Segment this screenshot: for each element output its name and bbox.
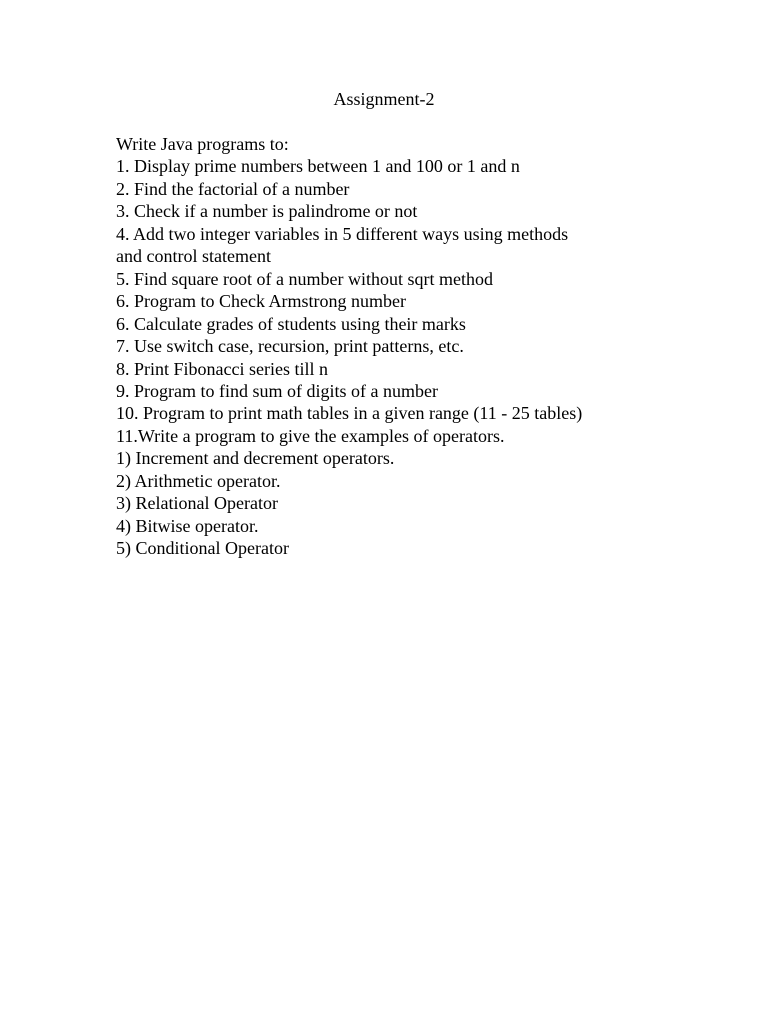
list-item: 8. Print Fibonacci series till n [116, 358, 328, 379]
document-title: Assignment-2 [333, 89, 435, 109]
list-item: 5) Conditional Operator [116, 538, 289, 559]
intro-line: Write Java programs to: [116, 134, 289, 154]
list-item: 1. Display prime numbers between 1 and 100 or 1 and n [116, 156, 520, 177]
list-item: and control statement [116, 246, 271, 267]
list-item: 5. Find square root of a number without sqrt method [116, 268, 493, 289]
list-item: 7. Use switch case, recursion, print patterns, etc. [116, 336, 464, 357]
document-body [116, 133, 716, 560]
list-item: 4) Bitwise operator. [116, 515, 259, 536]
list-item: 11.Write a program to give the examples of operators. [116, 425, 505, 446]
list-item: 3. Check if a number is palindrome or not [116, 201, 418, 222]
list-item: 1) Increment and decrement operators. [116, 448, 395, 469]
list-item: 10. Program to print math tables in a given range (11 - 25 tables) [116, 403, 583, 424]
list-item: 9. Program to find sum of digits of a number [116, 380, 438, 401]
list-item: 2. Find the factorial of a number [116, 178, 350, 199]
list-item: 6. Calculate grades of students using their marks [116, 313, 466, 334]
list-item: 4. Add two integer variables in 5 different ways using methods [116, 223, 569, 244]
list-item: 2) Arithmetic operator. [116, 470, 281, 491]
list-item: 6. Program to Check Armstrong number [116, 291, 406, 312]
list-item: 3) Relational Operator [116, 493, 278, 514]
